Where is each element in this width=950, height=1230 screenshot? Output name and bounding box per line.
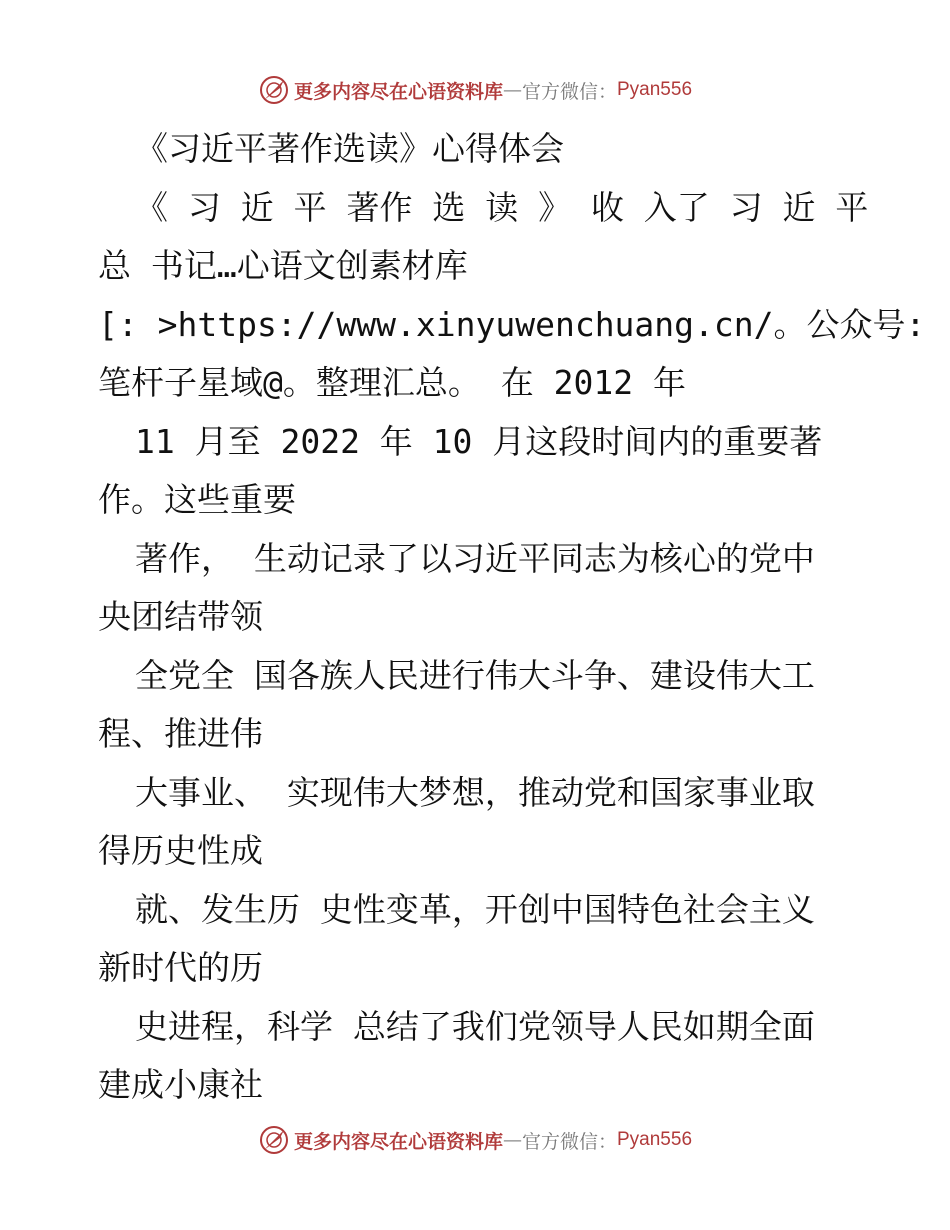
text-line: 《 习 近 平 著作 选 读 》 收 入了 习 近 平: [135, 187, 869, 227]
banner-official-label: 官方微信：: [521, 1130, 617, 1153]
text-line: 建成小康社: [98, 1065, 263, 1104]
banner-dash: —: [502, 1129, 522, 1151]
text-line: 程、推进伟: [98, 714, 263, 753]
banner-wechat-id: Pyan556: [617, 79, 693, 100]
text-line: 史进程，科学 总结了我们党领导人民如期全面: [135, 1006, 815, 1046]
quill-logo-icon: [258, 1124, 290, 1156]
text-line: 总 书记…心语文创素材库: [98, 246, 468, 285]
text-line: 得历史性成: [98, 831, 263, 870]
header-banner: [0, 70, 950, 110]
text-line: 就、发生历 史性变革，开创中国特色社会主义: [135, 889, 815, 929]
quill-logo-icon: [258, 74, 290, 106]
text-line: 笔杆子星域@。整理汇总。 在 2012 年: [98, 363, 686, 402]
text-line: 11 月至 2022 年 10 月这段时间内的重要著: [135, 421, 823, 461]
text-line: [: >https://www.xinyuwenchuang.cn/。公众号:: [98, 304, 926, 344]
text-line: 大事业、 实现伟大梦想，推动党和国家事业取: [135, 772, 815, 812]
banner-official-label: 官方微信：: [521, 80, 617, 103]
text-line: 作。这些重要: [98, 480, 296, 519]
banner-text: 更多内容尽在心语资料库: [293, 80, 503, 103]
footer-banner: [0, 1120, 950, 1160]
banner-wechat-id: Pyan556: [617, 1129, 693, 1150]
banner-dash: —: [502, 79, 522, 101]
document-body: [98, 120, 926, 1115]
text-line: 央团结带领: [98, 597, 263, 636]
text-line: 著作， 生动记录了以习近平同志为核心的党中: [135, 538, 815, 578]
text-line: 《习近平著作选读》心得体会: [135, 129, 564, 168]
text-line: 新时代的历: [98, 948, 263, 987]
text-line: 全党全 国各族人民进行伟大斗争、建设伟大工: [135, 655, 815, 695]
banner-text: 更多内容尽在心语资料库: [293, 1130, 503, 1153]
